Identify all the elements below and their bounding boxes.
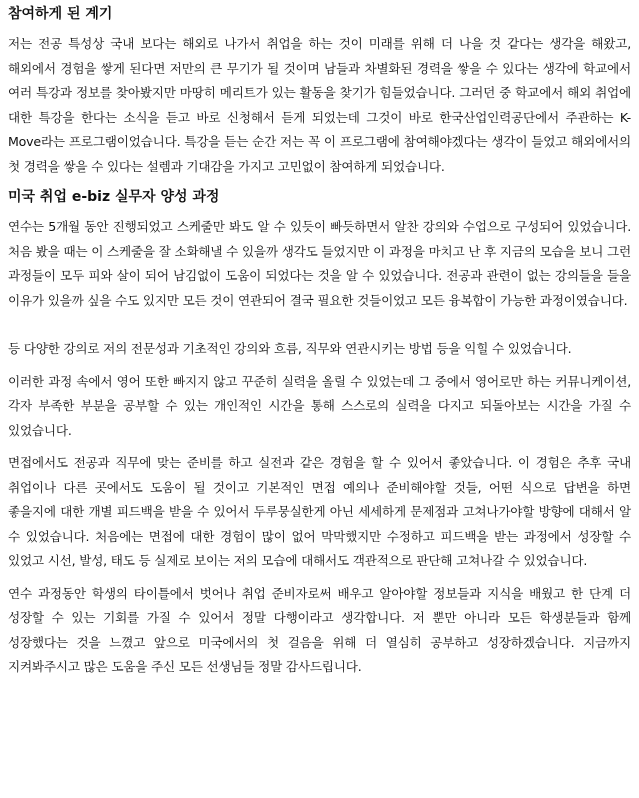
section-heading-motivation: 참여하게 된 계기 <box>8 6 113 22</box>
paragraph-course-intro-part2: 등 다양한 강의로 저의 전문성과 기초적인 강의와 흐름, 직무와 연관시키는 방법 등을 익힐 수 있었습니다. <box>8 341 572 356</box>
paragraph-closing: 연수 과정동안 학생의 타이틀에서 벗어나 취업 준비자로써 배우고 알아야할 정보들과 지식을 배웠고 한 단계 더 성장할 수 있는 기회를 가질 수 있어서 정말 다행이라고 생각합니다. 저 뿐만 아니라 모든 학생분들과 함께 성장했다는 것을 느꼈고 앞으로 미국에서의 첫 걸음을 위해 더 열심히 공부하고 성장하겠습니다. 지금까지 지켜봐주시고 많은 도움을 주신 모든 선생님들 정말 감사드립니다. <box>8 585 631 674</box>
paragraph-english: 이러한 과정 속에서 영어 또한 빠지지 않고 꾸준히 실력을 올릴 수 있었는데 그 중에서 영어로만 하는 커뮤니케이션, 각자 부족한 부분을 공부할 수 있는 개인적인 시간을 통해 스스로의 실력을 다지고 되돌아보는 시간을 가질 수 있었습니다. <box>8 373 631 438</box>
paragraph-gap <box>8 313 631 337</box>
paragraph-motivation: 저는 전공 특성상 국내 보다는 해외로 나가서 취업을 하는 것이 미래를 위해 더 나을 것 같다는 생각을 해왔고, 해외에서 경험을 쌓게 된다면 저만의 큰 무기가 될 것이며 남들과 차별화된 경력을 쌓을 수 있다는 생각에 학교에서 여러 특강과 정보를 찾아봤지만 마땅히 메리트가 있는 활동을 찾기가 힘들었습니다. 그러던 중 학교에서 해외 취업에 대한 특강을 한다는 소식을 듣고 바로 신청해서 듣게 되었는데 그것이 바로 한국산업인력공단에서 주관하는 K-Move라는 프로그램이었습니다. 특강을 듣는 순간 저는 꼭 이 프로그램에 참여해야겠다는 생각이 들었고 해외에서의 첫 경력을 쌓을 수 있다는 설렘과 기대감을 가지고 고민없이 참여하게 되었습니다. <box>8 36 631 174</box>
paragraph-course-intro-part1: 연수는 5개월 동안 진행되었고 스케줄만 봐도 알 수 있듯이 빠듯하면서 알찬 강의와 수업으로 구성되어 있었습니다. 처음 봤을 때는 이 스케줄을 잘 소화해낼 수 있을까 생각도 들었지만 이 과정을 마치고 난 후 지금의 모습을 보니 그런 과정들이 모두 피와 살이 되어 남김없이 도움이 되었다는 것을 알 수 있었습니다. 전공과 관련이 없는 강의들을 들을 이유가 있을까 싶을 수도 있지만 모든 것이 연관되어 결국 필요한 것들이었고 모든 융복합이 가능한 과정이였습니다. <box>8 219 631 308</box>
paragraph-course-intro <box>8 215 631 362</box>
section-heading-course: 미국 취업 e-biz 실무자 양성 과정 <box>8 189 220 205</box>
paragraph-interview: 면접에서도 전공과 직무에 맞는 준비를 하고 실전과 같은 경험을 할 수 있어서 좋았습니다. 이 경험은 추후 국내 취업이나 다른 곳에서도 도움이 될 것이고 기본적인 면접 예의나 준비해야할 것들, 어떤 식으로 답변을 하면 좋을지에 대한 개별 피드백을 받을 수 있어서 두루뭉실한게 아닌 세세하게 문제점과 고쳐나가야할 방향에 대해서 알 수 있었습니다. 처음에는 면접에 대한 경험이 많이 없어 막막했지만 수정하고 피드백을 받는 과정에서 성장할 수 있었고 시선, 발성, 태도 등 실제로 보이는 저의 모습에 대해서도 객관적으로 판단해 고쳐나갈 수 있었습니다. <box>8 455 631 568</box>
